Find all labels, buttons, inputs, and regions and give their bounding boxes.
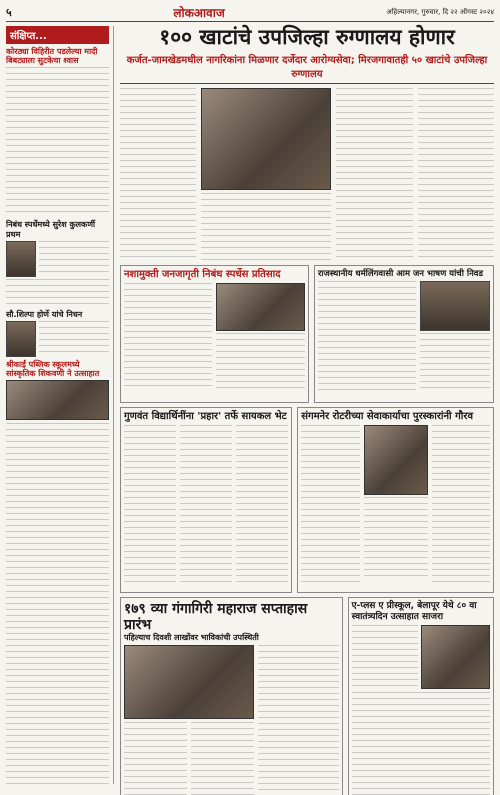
page-header (6, 4, 494, 22)
main-area (120, 26, 494, 795)
gangagiri-photo (124, 645, 254, 719)
story-essay (120, 265, 309, 403)
lead-photo (201, 88, 331, 190)
story-gangagiri-title: १७९ व्या गंगागिरी महाराज सप्ताहास प्रारंभ (124, 601, 308, 634)
news-body-4 (6, 423, 109, 784)
story-preschool-title: ए-प्लस ए प्रीस्कूल, बेलापूर येथे ८० वा स्वातंत्र्यदिन उत्साहात साजरा (351, 601, 477, 622)
left-column (6, 26, 114, 784)
lead-col-1 (120, 88, 196, 261)
portrait-photo (6, 241, 36, 277)
story-rajasthan-title: राजस्थानीय धर्मलिंगवासी आम जन भाषण यांची निवड (317, 269, 484, 280)
story-cycle (120, 407, 292, 593)
story-cycle-title: गुणवंत विद्यार्थिनींना 'प्रहार' तर्फे सायकल भेट (124, 411, 287, 423)
portrait-row (6, 241, 109, 277)
story-rotary-title: संगमनेर रोटरीच्या सेवाकार्याचा पुरस्कारांनी गौरव (301, 411, 474, 423)
news-body-2 (6, 279, 109, 307)
section-label: संक्षिप्त... (6, 26, 109, 44)
lead-story (120, 88, 494, 261)
story-gangagiri (120, 597, 343, 795)
lead-col-3 (336, 88, 412, 261)
masthead: लोकआवाज (173, 6, 225, 20)
preschool-photo (421, 625, 490, 689)
essay-photo (216, 283, 304, 331)
portrait-photo (420, 281, 490, 331)
school-photo (6, 380, 109, 420)
page-number: ५ (6, 6, 12, 19)
lead-col-4 (418, 88, 494, 261)
story-rotary (297, 407, 494, 593)
news-title-4: श्रीकाईं पब्लिक स्कूलमध्ये सांस्कृतिक शिकवणी ने उत्साहात (6, 359, 100, 379)
story-preschool (348, 597, 494, 795)
news-title-3: सौ.शिल्पा होर्णे यांचे निधन (6, 309, 83, 319)
rotary-photo (364, 425, 428, 495)
story-essay-title: नशामुक्ती जनजागृती निबंध स्पर्धेस प्रतिसाद (124, 269, 281, 281)
story-rajasthan (314, 265, 494, 403)
news-title-1: कोरठ्या विहिरीत पडलेल्या मादी बिबट्याला सुटकेचा श्वास (6, 47, 98, 66)
portrait-photo (6, 321, 36, 357)
main-subheadline: कर्जत-जामखेडमधील नागरिकांना मिळणार दर्जेदार आरोग्यसेवा; मिरजगावातही ५० खाटांचे उपजिल्हा रुग्णालय (120, 52, 494, 84)
main-headline: १०० खाटांचे उपजिल्हा रुग्णालय होणार (159, 25, 455, 49)
header-date: अहिल्यानगर, गुरुवार, दि २२ ऑगस्ट २०२४ (386, 8, 494, 16)
news-title-2: निबंध स्पर्धेमध्ये सुरेश कुलकर्णी प्रथम (6, 220, 96, 239)
story-gangagiri-sub: पहिल्याच दिवशी लाखोंवर भाविकांची उपस्थिती (124, 633, 259, 643)
news-body-1 (6, 67, 109, 217)
